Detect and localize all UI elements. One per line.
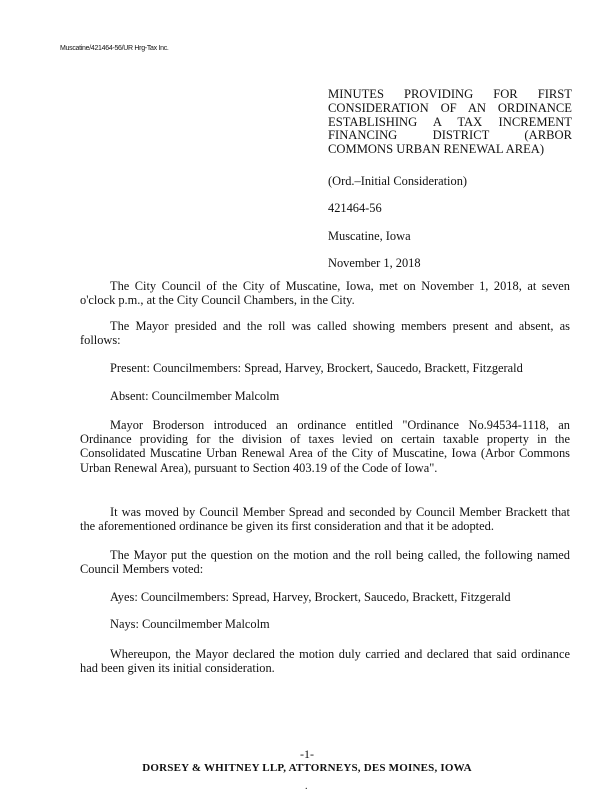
- paragraph-meeting: The City Council of the City of Muscatine, Iowa, met on November 1, 2018, at seven o'clock p.m., at the City Council Chambers, in the City.: [80, 279, 570, 308]
- present-members: Present: Councilmembers: Spread, Harvey, Brockert, Saucedo, Brackett, Fitzgerald: [110, 361, 523, 375]
- nays: Nays: Councilmember Malcolm: [110, 617, 270, 631]
- page-number: -1-: [300, 747, 314, 761]
- footer-mark: .: [305, 781, 308, 792]
- absent-members: Absent: Councilmember Malcolm: [110, 389, 280, 403]
- paragraph-vote: The Mayor put the question on the motion and the roll being called, the following named Council Members voted:: [80, 548, 570, 577]
- paragraph-roll-call: The Mayor presided and the roll was called showing members present and absent, as follows:: [80, 319, 570, 348]
- title-line: CONSIDERATION OF AN ORDINANCE: [328, 100, 572, 115]
- title-line: FINANCING DISTRICT (ARBOR: [328, 128, 572, 143]
- ayes: Ayes: Councilmembers: Spread, Harvey, Brockert, Saucedo, Brackett, Fitzgerald: [110, 590, 511, 604]
- title-line: MINUTES PROVIDING FOR FIRST: [328, 87, 572, 101]
- document-reference: Muscatine/421464-56/UR Hrg-Tax Inc.: [60, 45, 169, 52]
- meeting-place: Muscatine, Iowa: [328, 229, 411, 243]
- meeting-date: November 1, 2018: [328, 256, 421, 270]
- firm-footer: DORSEY & WHITNEY LLP, ATTORNEYS, DES MOINES, IOWA: [142, 762, 472, 774]
- paragraph-ordinance: Mayor Broderson introduced an ordinance entitled "Ordinance No.94534-1118, an Ordinance providing for the division of taxes levied on certain taxable property in the Consolidated Muscatine Urban Renewal Area of the City of Muscatine, Iowa (Arbor Commons Urban Renewal Area), pursuant to Section 403.19 of the Code of Iowa".: [80, 418, 570, 475]
- document-number: 421464-56: [328, 201, 382, 215]
- title-line: ESTABLISHING A TAX INCREMENT: [328, 114, 572, 129]
- paragraph-conclusion: Whereupon, the Mayor declared the motion duly carried and declared that said ordinance had been given its initial consideration.: [80, 647, 570, 676]
- title-line: COMMONS URBAN RENEWAL AREA): [328, 142, 545, 157]
- document-type: (Ord.–Initial Consideration): [328, 174, 468, 188]
- document-title: [328, 88, 572, 157]
- paragraph-motion: It was moved by Council Member Spread and seconded by Council Member Brackett that the aforementioned ordinance be given its first consideration and that it be adopted.: [80, 505, 570, 534]
